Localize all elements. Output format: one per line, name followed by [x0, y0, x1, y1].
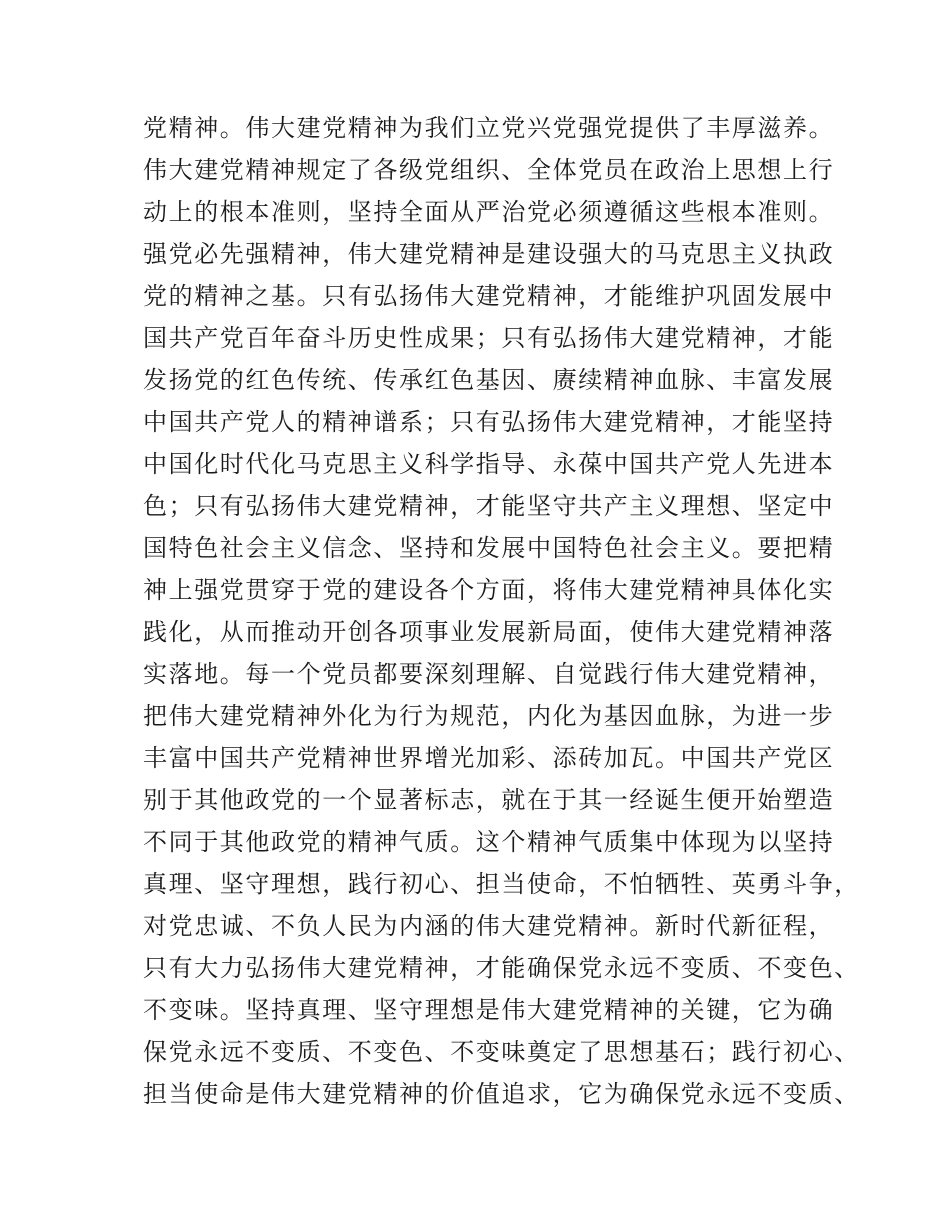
text-line: 保党永远不变质、不变色、不变味奠定了思想基石；践行初心、	[143, 1038, 860, 1066]
text-line: 别于其他政党的一个显著标志，就在于其一经诞生便开始塑造	[143, 786, 835, 814]
text-line: 强党必先强精神，伟大建党精神是建设强大的马克思主义执政	[143, 240, 835, 268]
text-line: 实落地。每一个党员都要深刻理解、自觉践行伟大建党精神，	[143, 660, 835, 688]
text-line: 伟大建党精神规定了各级党组织、全体党员在政治上思想上行	[143, 156, 835, 184]
text-line: 动上的根本准则，坚持全面从严治党必须遵循这些根本准则。	[143, 198, 835, 226]
text-line: 对党忠诚、不负人民为内涵的伟大建党精神。新时代新征程，	[143, 912, 835, 940]
text-line: 只有大力弘扬伟大建党精神，才能确保党永远不变质、不变色、	[143, 954, 860, 982]
text-line: 国共产党百年奋斗历史性成果；只有弘扬伟大建党精神，才能	[143, 324, 835, 352]
text-line: 国特色社会主义信念、坚持和发展中国特色社会主义。要把精	[143, 534, 835, 562]
text-line: 中国共产党人的精神谱系；只有弘扬伟大建党精神，才能坚持	[143, 408, 835, 436]
text-line: 中国化时代化马克思主义科学指导、永葆中国共产党人先进本	[143, 450, 835, 478]
text-line: 色；只有弘扬伟大建党精神，才能坚守共产主义理想、坚定中	[143, 492, 835, 520]
text-line: 不同于其他政党的精神气质。这个精神气质集中体现为以坚持	[143, 828, 835, 856]
text-line: 发扬党的红色传统、传承红色基因、赓续精神血脉、丰富发展	[143, 366, 835, 394]
text-line: 担当使命是伟大建党精神的价值追求，它为确保党永远不变质、	[143, 1080, 860, 1108]
text-line: 践化，从而推动开创各项事业发展新局面，使伟大建党精神落	[143, 618, 835, 646]
text-line: 党精神。伟大建党精神为我们立党兴党强党提供了丰厚滋养。	[143, 114, 835, 142]
text-line: 不变味。坚持真理、坚守理想是伟大建党精神的关键，它为确	[143, 996, 835, 1024]
text-line: 丰富中国共产党精神世界增光加彩、添砖加瓦。中国共产党区	[143, 744, 835, 772]
text-line: 真理、坚守理想，践行初心、担当使命，不怕牺牲、英勇斗争，	[143, 870, 860, 898]
text-line: 把伟大建党精神外化为行为规范，内化为基因血脉，为进一步	[143, 702, 835, 730]
body-text	[143, 107, 860, 1115]
text-line: 党的精神之基。只有弘扬伟大建党精神，才能维护巩固发展中	[143, 282, 835, 310]
text-line: 神上强党贯穿于党的建设各个方面，将伟大建党精神具体化实	[143, 576, 835, 604]
